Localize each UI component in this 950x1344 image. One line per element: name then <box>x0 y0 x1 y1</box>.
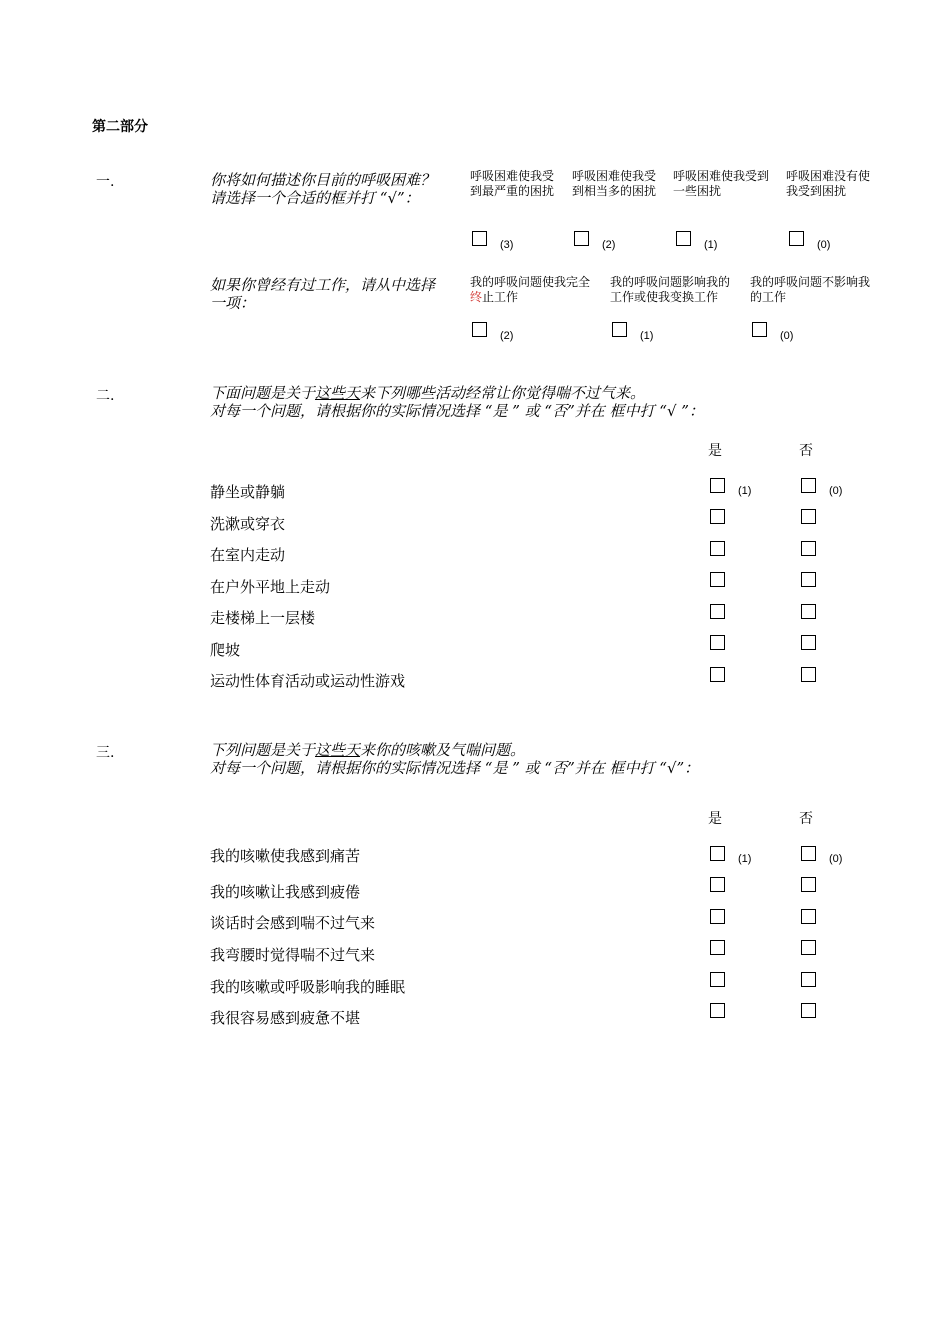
section1-option-4-line2: 我受到困扰 <box>786 184 847 198</box>
section2-item-6: 爬坡 <box>210 641 241 659</box>
section3-item-2-no-checkbox[interactable] <box>801 877 816 892</box>
section3-intro <box>210 741 525 759</box>
section2-item-1: 静坐或静躺 <box>210 483 286 501</box>
section2-item-3-yes-checkbox[interactable] <box>710 541 725 556</box>
section1-work-option-2-code: (1) <box>640 330 654 342</box>
section2-number: 二. <box>96 388 115 404</box>
section1-option-2-line1: 呼吸困难使我受 <box>572 169 657 183</box>
section1-option-4-checkbox[interactable] <box>789 231 804 246</box>
section1-work-option-3-code: (0) <box>780 330 794 342</box>
section3-item-5-no-checkbox[interactable] <box>801 972 816 987</box>
section2-item-5: 走楼梯上一层楼 <box>210 609 316 627</box>
section2-item-6-yes-checkbox[interactable] <box>710 635 725 650</box>
section3-intro-pre: 下列问题是关于 <box>210 741 316 759</box>
section1-option-2-checkbox[interactable] <box>574 231 589 246</box>
section1-work-option-3-checkbox[interactable] <box>752 322 767 337</box>
section3-item-6-no-checkbox[interactable] <box>801 1003 816 1018</box>
section1-work-question-line1: 如果你曾经有过工作，请从中选择 <box>210 276 436 294</box>
section3-item-5-yes-checkbox[interactable] <box>710 972 725 987</box>
section1-option-1-line2: 到最严重的困扰 <box>470 184 555 198</box>
section1-option-4-line1: 呼吸困难没有使 <box>786 169 871 183</box>
section3-item-3: 谈话时会感到喘不过气来 <box>210 914 376 932</box>
section2-no-code: (0) <box>829 485 843 497</box>
section1-option-1-checkbox[interactable] <box>472 231 487 246</box>
section3-item-6: 我很容易感到疲惫不堪 <box>210 1009 361 1027</box>
section1-work-option-1-line2-rest: 止工作 <box>482 290 519 304</box>
section3-yes-code: (1) <box>738 853 752 865</box>
section3-item-4: 我弯腰时觉得喘不过气来 <box>210 946 376 964</box>
section3-no-code: (0) <box>829 853 843 865</box>
section3-item-2-yes-checkbox[interactable] <box>710 877 725 892</box>
section1-option-2-code: (2) <box>602 239 616 251</box>
section2-intro-underline: 这些天 <box>315 384 361 402</box>
section3-item-4-yes-checkbox[interactable] <box>710 940 725 955</box>
section1-work-option-3-line2: 的工作 <box>750 290 787 304</box>
section2-intro <box>210 384 645 402</box>
section2-instruction: 对每一个问题，请根据你的实际情况选择 “是 ” 或 “否”并在 框中打 “√ ”： <box>210 402 704 420</box>
section3-item-1-yes-checkbox[interactable] <box>710 846 725 861</box>
section2-item-4-yes-checkbox[interactable] <box>710 572 725 587</box>
section2-item-2-no-checkbox[interactable] <box>801 509 816 524</box>
section1-option-3-line2: 一些困扰 <box>673 184 722 198</box>
section2-item-4-no-checkbox[interactable] <box>801 572 816 587</box>
section2-item-4: 在户外平地上走动 <box>210 578 331 596</box>
section3-no-header: 否 <box>799 811 813 827</box>
section2-item-7-yes-checkbox[interactable] <box>710 667 725 682</box>
part-title: 第二部分 <box>92 119 148 135</box>
section3-item-6-yes-checkbox[interactable] <box>710 1003 725 1018</box>
section1-work-question-line2: 一项： <box>210 294 256 312</box>
section2-item-2-yes-checkbox[interactable] <box>710 509 725 524</box>
section2-yes-header: 是 <box>708 443 722 459</box>
section1-work-option-3-line1: 我的呼吸问题不影响我 <box>750 275 871 289</box>
section1-work-option-1-line2 <box>470 290 518 305</box>
section3-item-1-no-checkbox[interactable] <box>801 846 816 861</box>
section2-intro-post: 来下列哪些活动经常让你觉得喘不过气来。 <box>360 384 646 402</box>
section2-item-5-no-checkbox[interactable] <box>801 604 816 619</box>
section1-question-line1: 你将如何描述你目前的呼吸困难？ <box>210 171 436 189</box>
section2-item-1-yes-checkbox[interactable] <box>710 478 725 493</box>
section3-intro-post: 来你的咳嗽及气喘问题。 <box>360 741 526 759</box>
section2-item-3: 在室内走动 <box>210 546 286 564</box>
section1-work-option-1-code: (2) <box>500 330 514 342</box>
section1-option-1-line1: 呼吸困难使我受 <box>470 169 555 183</box>
section3-number: 三. <box>96 745 115 761</box>
section1-work-option-1-checkbox[interactable] <box>472 322 487 337</box>
section2-item-7: 运动性体育活动或运动性游戏 <box>210 672 406 690</box>
section3-intro-underline: 这些天 <box>315 741 361 759</box>
section3-item-2: 我的咳嗽让我感到疲倦 <box>210 883 361 901</box>
section2-intro-pre: 下面问题是关于 <box>210 384 316 402</box>
section1-work-option-1-line1: 我的呼吸问题使我完全 <box>470 275 591 289</box>
section2-item-1-no-checkbox[interactable] <box>801 478 816 493</box>
section3-instruction: 对每一个问题，请根据你的实际情况选择 “是 ” 或 “否”并在 框中打 “√”： <box>210 759 700 777</box>
section3-item-3-yes-checkbox[interactable] <box>710 909 725 924</box>
section2-item-7-no-checkbox[interactable] <box>801 667 816 682</box>
section3-item-3-no-checkbox[interactable] <box>801 909 816 924</box>
section1-option-4-code: (0) <box>817 239 831 251</box>
section1-work-option-2-checkbox[interactable] <box>612 322 627 337</box>
section2-item-6-no-checkbox[interactable] <box>801 635 816 650</box>
section3-item-4-no-checkbox[interactable] <box>801 940 816 955</box>
section1-work-option-2-line1: 我的呼吸问题影响我的 <box>610 275 731 289</box>
section1-option-3-code: (1) <box>704 239 718 251</box>
section2-no-header: 否 <box>799 443 813 459</box>
section1-work-option-1-red-char: 终 <box>470 290 483 304</box>
section1-option-3-checkbox[interactable] <box>676 231 691 246</box>
section3-yes-header: 是 <box>708 811 722 827</box>
section3-item-1: 我的咳嗽使我感到痛苦 <box>210 847 361 865</box>
section1-number: 一. <box>96 174 115 190</box>
section1-option-1-code: (3) <box>500 239 514 251</box>
section2-yes-code: (1) <box>738 485 752 497</box>
section1-option-2-line2: 到相当多的困扰 <box>572 184 657 198</box>
section2-item-5-yes-checkbox[interactable] <box>710 604 725 619</box>
section2-item-2: 洗漱或穿衣 <box>210 515 286 533</box>
section1-option-3-line1: 呼吸困难使我受到 <box>673 169 770 183</box>
section3-item-5: 我的咳嗽或呼吸影响我的睡眠 <box>210 978 406 996</box>
section1-question-line2: 请选择一个合适的框并打 “√”： <box>210 189 420 207</box>
section1-work-option-2-line2: 工作或使我变换工作 <box>610 290 719 304</box>
section2-item-3-no-checkbox[interactable] <box>801 541 816 556</box>
